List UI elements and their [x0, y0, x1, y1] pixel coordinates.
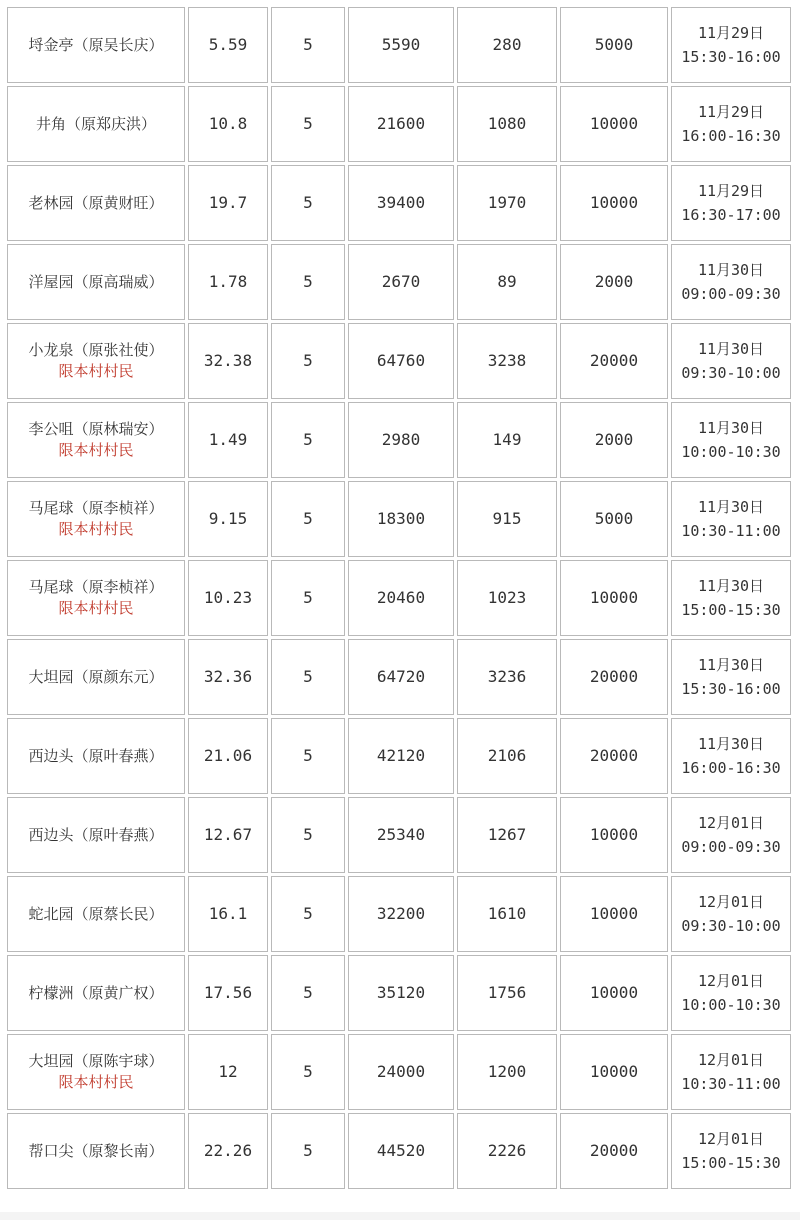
restriction-note: 限本村村民: [58, 520, 134, 538]
deposit-cell: 1756: [457, 955, 557, 1031]
auction-time-range: 09:00-09:30: [681, 285, 781, 303]
deposit-cell: 1023: [457, 560, 557, 636]
table-row: [7, 244, 791, 320]
parcel-name: 井角（原郑庆洪）: [35, 114, 156, 133]
deposit-cell: 1080: [457, 86, 557, 162]
parcel-name: 李公咀（原林瑞安）: [28, 420, 164, 438]
total-cell: 20460: [348, 560, 454, 636]
deposit-cell: 3236: [457, 639, 557, 715]
auction-date: 12月01日: [697, 972, 765, 990]
restriction-note: 限本村村民: [58, 362, 134, 380]
price-cell: 5: [271, 481, 345, 557]
total-cell: 64720: [348, 639, 454, 715]
total-cell: 18300: [348, 481, 454, 557]
auction-time-cell: [671, 639, 791, 715]
area-cell: 32.36: [188, 639, 268, 715]
total-cell: 32200: [348, 876, 454, 952]
parcel-name: 蛇北园（原蔡长民）: [28, 904, 164, 923]
parcel-name-cell: [7, 165, 185, 241]
area-cell: 1.78: [188, 244, 268, 320]
auction-time-cell: [671, 1113, 791, 1189]
auction-time-cell: [671, 876, 791, 952]
parcel-name: 柠檬洲（原黄广权）: [28, 983, 164, 1002]
deposit-cell: 915: [457, 481, 557, 557]
parcel-name: 老林园（原黄财旺）: [28, 193, 164, 212]
parcel-name-cell: [7, 244, 185, 320]
deposit-cell: 2106: [457, 718, 557, 794]
table-row: [7, 7, 791, 83]
auction-date: 11月30日: [697, 419, 765, 437]
total-cell: 24000: [348, 1034, 454, 1110]
price-cell: 5: [271, 797, 345, 873]
price-cell: 5: [271, 1113, 345, 1189]
auction-date: 11月30日: [697, 340, 765, 358]
parcel-name-cell: [7, 718, 185, 794]
auction-time-cell: [671, 481, 791, 557]
area-cell: 10.23: [188, 560, 268, 636]
restriction-note: 限本村村民: [58, 599, 134, 617]
table-row: [7, 1113, 791, 1189]
increment-cell: 20000: [560, 1113, 668, 1189]
auction-time-range: 10:00-10:30: [681, 996, 781, 1014]
increment-cell: 2000: [560, 244, 668, 320]
table-row: [7, 639, 791, 715]
auction-time-cell: [671, 244, 791, 320]
auction-time-range: 10:30-11:00: [681, 522, 781, 540]
parcel-name-cell: [7, 797, 185, 873]
table-row: [7, 323, 791, 399]
total-cell: 2670: [348, 244, 454, 320]
table-row: [7, 481, 791, 557]
parcel-name-cell: [7, 876, 185, 952]
auction-date: 11月30日: [697, 735, 765, 753]
auction-time-range: 15:00-15:30: [681, 601, 781, 619]
deposit-cell: 149: [457, 402, 557, 478]
auction-time-cell: [671, 86, 791, 162]
increment-cell: 2000: [560, 402, 668, 478]
total-cell: 42120: [348, 718, 454, 794]
deposit-cell: 3238: [457, 323, 557, 399]
area-cell: 19.7: [188, 165, 268, 241]
area-cell: 17.56: [188, 955, 268, 1031]
total-cell: 5590: [348, 7, 454, 83]
area-cell: 21.06: [188, 718, 268, 794]
price-cell: 5: [271, 560, 345, 636]
auction-time-cell: [671, 797, 791, 873]
price-cell: 5: [271, 718, 345, 794]
price-cell: 5: [271, 402, 345, 478]
auction-time-cell: [671, 955, 791, 1031]
deposit-cell: 1200: [457, 1034, 557, 1110]
table-row: [7, 955, 791, 1031]
area-cell: 12: [188, 1034, 268, 1110]
price-cell: 5: [271, 955, 345, 1031]
table-row: [7, 876, 791, 952]
parcel-name-cell: [7, 1034, 185, 1110]
price-cell: 5: [271, 639, 345, 715]
price-cell: 5: [271, 86, 345, 162]
auction-time-range: 10:00-10:30: [681, 443, 781, 461]
auction-date: 11月29日: [697, 24, 765, 42]
auction-date: 11月30日: [697, 261, 765, 279]
deposit-cell: 1610: [457, 876, 557, 952]
area-cell: 1.49: [188, 402, 268, 478]
deposit-cell: 2226: [457, 1113, 557, 1189]
auction-date: 12月01日: [697, 1051, 765, 1069]
parcel-name-cell: [7, 402, 185, 478]
auction-time-cell: [671, 1034, 791, 1110]
total-cell: 39400: [348, 165, 454, 241]
parcel-name: 西边头（原叶春燕）: [28, 825, 164, 844]
price-cell: 5: [271, 165, 345, 241]
total-cell: 44520: [348, 1113, 454, 1189]
area-cell: 5.59: [188, 7, 268, 83]
auction-time-range: 16:00-16:30: [681, 759, 781, 777]
bottom-strip: [0, 1212, 800, 1220]
total-cell: 64760: [348, 323, 454, 399]
parcel-name: 马尾球（原李桢祥）: [28, 578, 164, 596]
auction-time-range: 15:30-16:00: [681, 48, 781, 66]
table-row: [7, 165, 791, 241]
parcel-name: 小龙泉（原张社使）: [28, 341, 164, 359]
increment-cell: 10000: [560, 797, 668, 873]
parcel-name-cell: [7, 7, 185, 83]
parcel-name-cell: [7, 639, 185, 715]
table-row: [7, 402, 791, 478]
auction-date: 11月29日: [697, 103, 765, 121]
table-body: [7, 7, 791, 1189]
area-cell: 12.67: [188, 797, 268, 873]
area-cell: 9.15: [188, 481, 268, 557]
price-cell: 5: [271, 244, 345, 320]
auction-time-range: 10:30-11:00: [681, 1075, 781, 1093]
restriction-note: 限本村村民: [58, 441, 134, 459]
parcel-name-cell: [7, 323, 185, 399]
auction-time-range: 16:30-17:00: [681, 206, 781, 224]
table-row: [7, 1034, 791, 1110]
auction-table: [4, 4, 794, 1192]
total-cell: 21600: [348, 86, 454, 162]
auction-date: 11月29日: [697, 182, 765, 200]
increment-cell: 10000: [560, 560, 668, 636]
auction-time-range: 16:00-16:30: [681, 127, 781, 145]
auction-time-range: 15:00-15:30: [681, 1154, 781, 1172]
increment-cell: 10000: [560, 876, 668, 952]
auction-time-range: 09:30-10:00: [681, 364, 781, 382]
auction-date: 12月01日: [697, 893, 765, 911]
auction-time-cell: [671, 165, 791, 241]
increment-cell: 20000: [560, 718, 668, 794]
auction-date: 11月30日: [697, 577, 765, 595]
increment-cell: 10000: [560, 86, 668, 162]
auction-time-cell: [671, 560, 791, 636]
parcel-name: 大坦园（原陈宇球）: [28, 1052, 164, 1070]
parcel-name-cell: [7, 86, 185, 162]
parcel-name-cell: [7, 1113, 185, 1189]
parcel-name-cell: [7, 955, 185, 1031]
area-cell: 32.38: [188, 323, 268, 399]
total-cell: 25340: [348, 797, 454, 873]
increment-cell: 5000: [560, 481, 668, 557]
auction-time-cell: [671, 402, 791, 478]
parcel-name: 帮口尖（原黎长南）: [28, 1141, 164, 1160]
table-row: [7, 797, 791, 873]
auction-time-range: 09:00-09:30: [681, 838, 781, 856]
deposit-cell: 1267: [457, 797, 557, 873]
deposit-cell: 280: [457, 7, 557, 83]
auction-date: 12月01日: [697, 814, 765, 832]
total-cell: 2980: [348, 402, 454, 478]
auction-time-cell: [671, 7, 791, 83]
increment-cell: 10000: [560, 955, 668, 1031]
parcel-name: 埒金亭（原吴长庆）: [28, 35, 164, 54]
parcel-name: 西边头（原叶春燕）: [28, 746, 164, 765]
auction-time-cell: [671, 323, 791, 399]
auction-time-cell: [671, 718, 791, 794]
auction-time-range: 15:30-16:00: [681, 680, 781, 698]
table-row: [7, 86, 791, 162]
increment-cell: 5000: [560, 7, 668, 83]
auction-date: 11月30日: [697, 656, 765, 674]
area-cell: 22.26: [188, 1113, 268, 1189]
parcel-name-cell: [7, 560, 185, 636]
area-cell: 16.1: [188, 876, 268, 952]
parcel-name: 大坦园（原颜东元）: [28, 667, 164, 686]
price-cell: 5: [271, 323, 345, 399]
deposit-cell: 89: [457, 244, 557, 320]
table-row: [7, 560, 791, 636]
restriction-note: 限本村村民: [58, 1073, 134, 1091]
increment-cell: 10000: [560, 1034, 668, 1110]
increment-cell: 20000: [560, 639, 668, 715]
parcel-name: 洋屋园（原高瑞威）: [28, 272, 164, 291]
increment-cell: 20000: [560, 323, 668, 399]
auction-date: 11月30日: [697, 498, 765, 516]
price-cell: 5: [271, 1034, 345, 1110]
price-cell: 5: [271, 876, 345, 952]
total-cell: 35120: [348, 955, 454, 1031]
parcel-name-cell: [7, 481, 185, 557]
auction-time-range: 09:30-10:00: [681, 917, 781, 935]
increment-cell: 10000: [560, 165, 668, 241]
price-cell: 5: [271, 7, 345, 83]
table-row: [7, 718, 791, 794]
deposit-cell: 1970: [457, 165, 557, 241]
parcel-name: 马尾球（原李桢祥）: [28, 499, 164, 517]
auction-date: 12月01日: [697, 1130, 765, 1148]
area-cell: 10.8: [188, 86, 268, 162]
